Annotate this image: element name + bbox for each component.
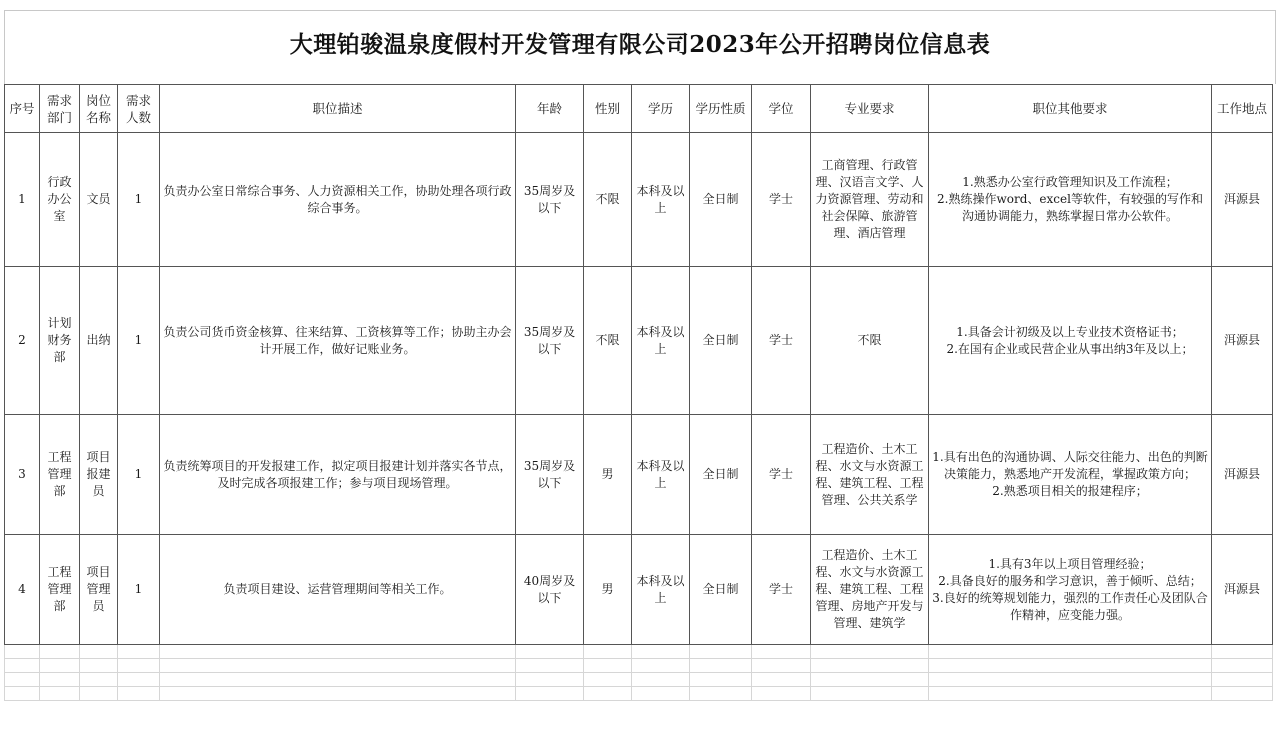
empty-row (5, 645, 1273, 659)
other-req-line: 3.良好的统筹规划能力，强烈的工作责任心及团队合作精神，应变能力强。 (932, 590, 1208, 622)
cell-degree: 学士 (752, 415, 811, 535)
empty-cell[interactable] (929, 645, 1212, 659)
cell-pos: 文员 (80, 133, 118, 267)
cell-gender: 不限 (584, 133, 632, 267)
cell-other (929, 535, 1212, 645)
empty-cell[interactable] (40, 645, 80, 659)
cell-desc: 负责统筹项目的开发报建工作，拟定项目报建计划并落实各节点，及时完成各项报建工作；参与项目现场管理。 (160, 415, 516, 535)
empty-cell[interactable] (690, 645, 752, 659)
empty-cell[interactable] (516, 659, 584, 673)
cell-edu: 本科及以上 (632, 415, 690, 535)
page-title: 大理铂骏温泉度假村开发管理有限公司2023年公开招聘岗位信息表 (289, 30, 991, 58)
cell-edu: 本科及以上 (632, 133, 690, 267)
empty-cell[interactable] (584, 645, 632, 659)
empty-cell[interactable] (1212, 687, 1273, 701)
empty-cell[interactable] (752, 645, 811, 659)
cell-gender: 男 (584, 415, 632, 535)
cell-loc: 洱源县 (1212, 535, 1273, 645)
cell-loc: 洱源县 (1212, 415, 1273, 535)
other-req-line: 2.具备良好的服务和学习意识，善于倾听、总结； (938, 573, 1202, 588)
cell-other (929, 267, 1212, 415)
cell-degree: 学士 (752, 535, 811, 645)
cell-count: 1 (118, 415, 160, 535)
empty-cell[interactable] (160, 659, 516, 673)
cell-other (929, 415, 1212, 535)
empty-row (5, 673, 1273, 687)
cell-seq: 3 (5, 415, 40, 535)
empty-cell[interactable] (1212, 673, 1273, 687)
empty-cell[interactable] (811, 659, 929, 673)
empty-cell[interactable] (811, 687, 929, 701)
empty-cell[interactable] (40, 659, 80, 673)
empty-cell[interactable] (80, 659, 118, 673)
cell-major: 工程造价、土木工程、水文与水资源工程、建筑工程、工程管理、公共关系学 (811, 415, 929, 535)
cell-edu: 本科及以上 (632, 267, 690, 415)
cell-major: 工商管理、行政管理、汉语言文学、人力资源管理、劳动和社会保障、旅游管理、酒店管理 (811, 133, 929, 267)
cell-count: 1 (118, 535, 160, 645)
empty-cell[interactable] (929, 659, 1212, 673)
empty-cell[interactable] (516, 673, 584, 687)
cell-other (929, 133, 1212, 267)
empty-cell[interactable] (752, 673, 811, 687)
empty-cell[interactable] (40, 673, 80, 687)
cell-seq: 1 (5, 133, 40, 267)
job-table (4, 84, 1273, 701)
cell-age: 40周岁及以下 (516, 535, 584, 645)
table-row (5, 133, 1273, 267)
empty-cell[interactable] (1212, 659, 1273, 673)
empty-cell[interactable] (632, 645, 690, 659)
empty-row (5, 659, 1273, 673)
empty-cell[interactable] (752, 659, 811, 673)
empty-row (5, 687, 1273, 701)
header-seq: 序号 (5, 85, 40, 133)
table-row (5, 415, 1273, 535)
other-req-line: 2.熟练操作word、excel等软件，有较强的写作和沟通协调能力，熟练掌握日常办公软件。 (937, 192, 1203, 223)
empty-cell[interactable] (929, 687, 1212, 701)
cell-gender: 不限 (584, 267, 632, 415)
other-req-line: 1.具有3年以上项目管理经验； (988, 556, 1152, 571)
empty-cell[interactable] (80, 673, 118, 687)
empty-cell[interactable] (811, 645, 929, 659)
cell-age: 35周岁及以下 (516, 133, 584, 267)
cell-edu-type: 全日制 (690, 133, 752, 267)
header-other: 职位其他要求 (929, 85, 1212, 133)
other-req-line: 1.具备会计初级及以上专业技术资格证书； (956, 324, 1184, 339)
cell-edu-type: 全日制 (690, 267, 752, 415)
header-edu-type: 学历性质 (690, 85, 752, 133)
cell-gender: 男 (584, 535, 632, 645)
cell-dept: 工程管理部 (40, 535, 80, 645)
header-age: 年龄 (516, 85, 584, 133)
header-pos: 岗位名称 (80, 85, 118, 133)
empty-cell[interactable] (690, 673, 752, 687)
empty-cell[interactable] (584, 687, 632, 701)
empty-cell[interactable] (118, 645, 160, 659)
empty-cell[interactable] (5, 687, 40, 701)
empty-cell[interactable] (584, 659, 632, 673)
empty-cell[interactable] (40, 687, 80, 701)
header-major: 专业要求 (811, 85, 929, 133)
header-loc: 工作地点 (1212, 85, 1273, 133)
empty-cell[interactable] (5, 645, 40, 659)
empty-cell[interactable] (1212, 645, 1273, 659)
other-req-line: 1.具有出色的沟通协调、人际交往能力、出色的判断决策能力，熟悉地产开发流程，掌握政策方向； (932, 450, 1208, 481)
cell-desc: 负责项目建设、运营管理期间等相关工作。 (160, 535, 516, 645)
table-row (5, 267, 1273, 415)
header-edu: 学历 (632, 85, 690, 133)
cell-pos: 项目管理员 (80, 535, 118, 645)
cell-degree: 学士 (752, 267, 811, 415)
empty-cell[interactable] (80, 645, 118, 659)
cell-edu-type: 全日制 (690, 415, 752, 535)
empty-cell[interactable] (752, 687, 811, 701)
empty-cell[interactable] (584, 673, 632, 687)
empty-cell[interactable] (118, 659, 160, 673)
empty-cell[interactable] (811, 673, 929, 687)
cell-seq: 2 (5, 267, 40, 415)
cell-dept: 计划财务部 (40, 267, 80, 415)
header-row (5, 85, 1273, 133)
empty-cell[interactable] (5, 673, 40, 687)
empty-cell[interactable] (632, 673, 690, 687)
empty-cell[interactable] (160, 673, 516, 687)
cell-age: 35周岁及以下 (516, 415, 584, 535)
header-desc: 职位描述 (160, 85, 516, 133)
header-degree: 学位 (752, 85, 811, 133)
cell-age: 35周岁及以下 (516, 267, 584, 415)
cell-desc: 负责公司货币资金核算、往来结算、工资核算等工作；协助主办会计开展工作，做好记账业务。 (160, 267, 516, 415)
cell-count: 1 (118, 133, 160, 267)
cell-edu-type: 全日制 (690, 535, 752, 645)
other-req-line: 2.在国有企业或民营企业从事出纳3年及以上； (946, 341, 1194, 356)
cell-count: 1 (118, 267, 160, 415)
empty-cell[interactable] (516, 645, 584, 659)
empty-cell[interactable] (632, 659, 690, 673)
cell-pos: 项目报建员 (80, 415, 118, 535)
empty-cell[interactable] (690, 687, 752, 701)
cell-desc: 负责办公室日常综合事务、人力资源相关工作，协助处理各项行政综合事务。 (160, 133, 516, 267)
empty-cell[interactable] (118, 687, 160, 701)
header-count: 需求人数 (118, 85, 160, 133)
table-row (5, 535, 1273, 645)
empty-cell[interactable] (118, 673, 160, 687)
empty-cell[interactable] (80, 687, 118, 701)
empty-cell[interactable] (632, 687, 690, 701)
cell-major: 不限 (811, 267, 929, 415)
other-req-line: 1.熟悉办公室行政管理知识及工作流程； (962, 175, 1178, 189)
cell-edu: 本科及以上 (632, 535, 690, 645)
cell-degree: 学士 (752, 133, 811, 267)
cell-dept: 工程管理部 (40, 415, 80, 535)
empty-cell[interactable] (160, 645, 516, 659)
cell-pos: 出纳 (80, 267, 118, 415)
cell-loc: 洱源县 (1212, 267, 1273, 415)
empty-cell[interactable] (690, 659, 752, 673)
header-dept: 需求部门 (40, 85, 80, 133)
empty-cell[interactable] (160, 687, 516, 701)
other-req-line: 2.熟悉项目相关的报建程序； (992, 484, 1148, 498)
header-gender: 性别 (584, 85, 632, 133)
empty-cell[interactable] (5, 659, 40, 673)
cell-dept: 行政办公室 (40, 133, 80, 267)
empty-cell[interactable] (516, 687, 584, 701)
cell-seq: 4 (5, 535, 40, 645)
empty-cell[interactable] (929, 673, 1212, 687)
cell-loc: 洱源县 (1212, 133, 1273, 267)
cell-major: 工程造价、土木工程、水文与水资源工程、建筑工程、工程管理、房地产开发与管理、建筑学 (811, 535, 929, 645)
